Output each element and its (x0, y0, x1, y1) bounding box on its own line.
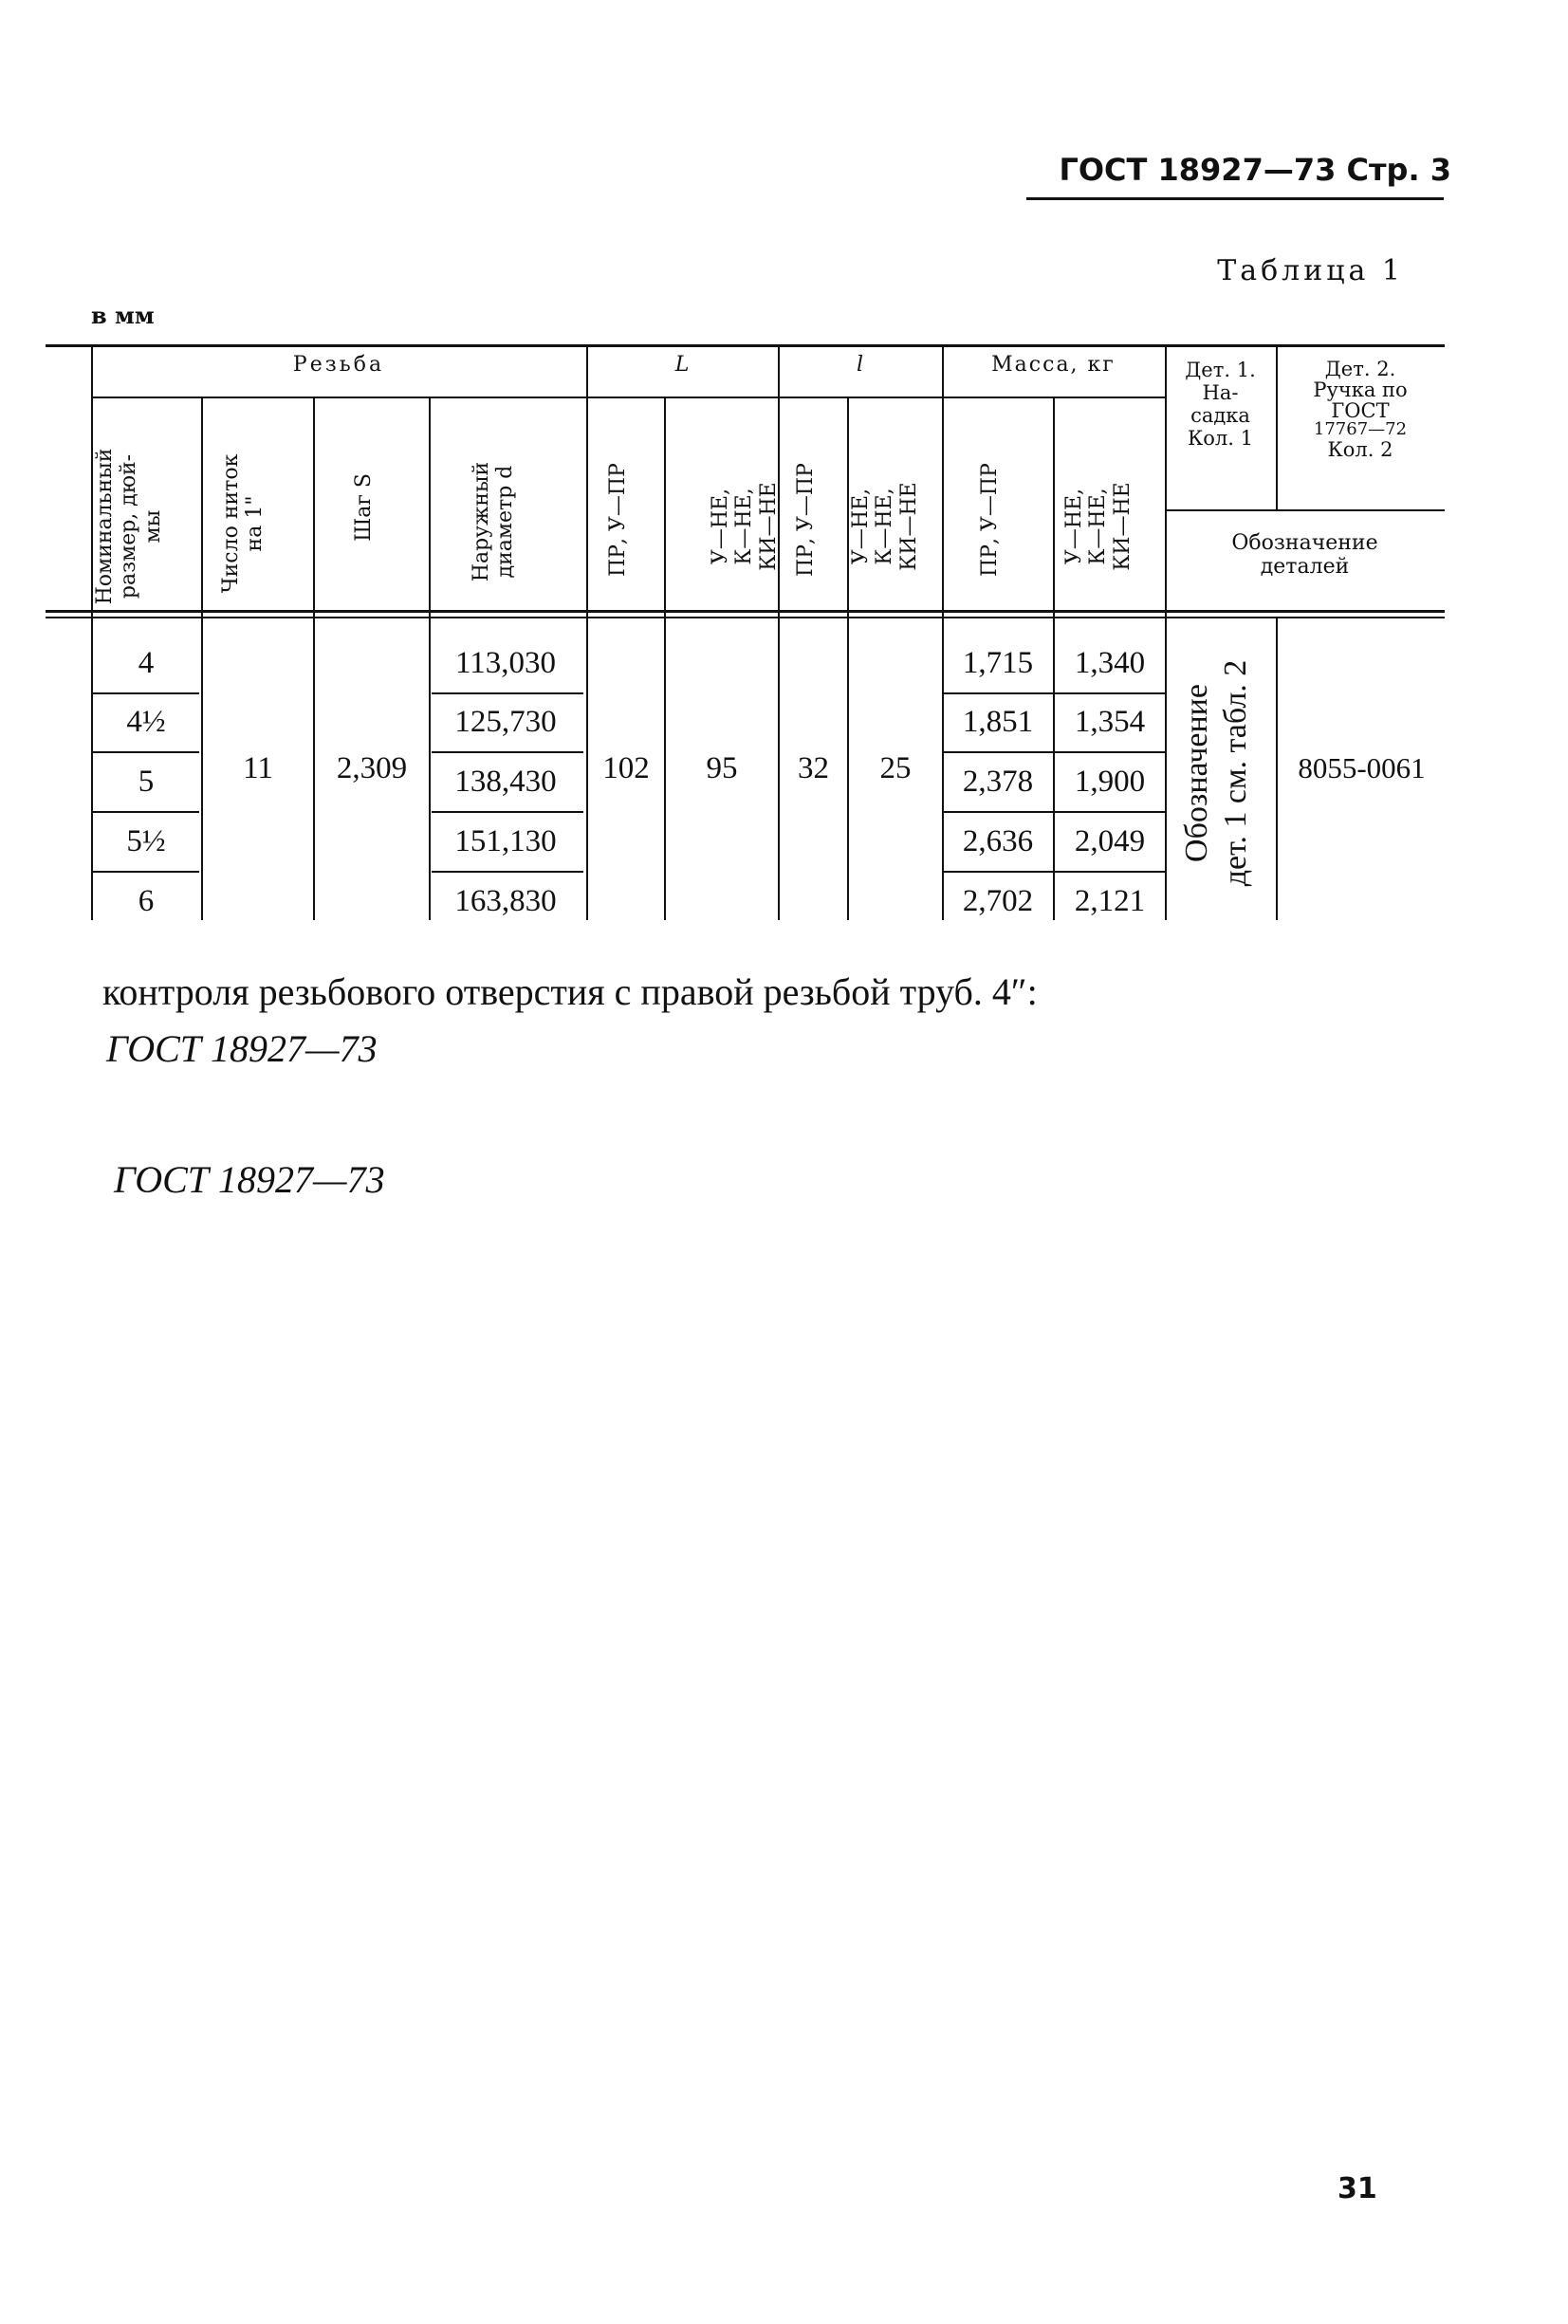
cell-nominal: 4½ (126, 705, 166, 739)
designation-header-line: Обозначение (1231, 531, 1378, 555)
det1-line: Дет. 1. (1185, 359, 1256, 381)
row-sep (432, 692, 583, 694)
cell-l-pr: 32 (798, 751, 829, 785)
unit-note: в мм (91, 302, 155, 329)
group-l: l (856, 353, 864, 377)
det1-designation-line: дет. 1 см. табл. 2 (1217, 659, 1253, 887)
det-header-rule (1165, 509, 1445, 511)
cell-threads: 11 (243, 751, 273, 785)
designation-header (1165, 531, 1445, 580)
det2-line: ГОСТ (1331, 399, 1390, 423)
row-sep (432, 871, 583, 873)
cell-mass-ne: 1,340 (1074, 646, 1146, 680)
row-sep (93, 692, 199, 694)
cell-mass-pr: 2,702 (962, 884, 1034, 918)
col-header-line: Наружный (470, 461, 493, 582)
gost-reference-2: ГОСТ 18927—73 (114, 1158, 385, 1201)
row-sep (93, 871, 199, 873)
col-header-line: КИ—НЕ (1110, 482, 1134, 571)
col-header-mass-pr: ПР, У—ПР (978, 463, 1002, 577)
col-line (1053, 397, 1055, 920)
det2-line: Ручка по (1313, 378, 1408, 402)
table-top-rule (46, 344, 1445, 347)
cell-L-pr: 102 (602, 751, 650, 785)
cell-outer: 125,730 (454, 705, 557, 739)
col-header-l-pr: ПР, У—ПР (794, 463, 818, 577)
cell-outer: 163,830 (454, 884, 557, 918)
row-sep (93, 811, 199, 813)
group-massa: Масса, кг (991, 353, 1116, 377)
col-header-line: У—НЕ, (849, 488, 873, 565)
cell-nominal: 5 (138, 765, 155, 799)
cell-L-ne: 95 (706, 751, 738, 785)
col-line (942, 344, 944, 920)
col-line (1276, 617, 1278, 920)
col-header-line: КИ—НЕ (756, 482, 781, 571)
det2-line: Кол. 2 (1327, 438, 1393, 462)
gost-reference-1: ГОСТ 18927—73 (106, 1027, 378, 1070)
det1-line: садка (1190, 404, 1250, 428)
cell-outer: 151,130 (454, 824, 557, 858)
col-line (778, 344, 780, 920)
page-header: ГОСТ 18927—73 Стр. 3 (1059, 152, 1451, 188)
col-header-outer (470, 432, 545, 612)
cell-det1-designation (1178, 631, 1264, 915)
col-line (429, 397, 431, 920)
col-line (664, 397, 666, 920)
page-number: 31 (1337, 2172, 1377, 2205)
header-rule (1026, 197, 1444, 200)
col-header-line: К—НЕ, (732, 488, 757, 565)
body-text: контроля резьбового отверстия с правой резьбой труб. 4″: (102, 970, 1038, 1013)
cell-det2-designation: 8055-0061 (1298, 751, 1426, 784)
col-header-line: Число ниток (219, 453, 243, 594)
row-sep (432, 751, 583, 753)
cell-outer: 113,030 (454, 646, 557, 680)
det1-line: Кол. 1 (1188, 427, 1253, 451)
cell-mass-pr: 2,378 (962, 765, 1034, 799)
col-header-line: размер, дюй- (117, 453, 141, 599)
designation-header-line: деталей (1260, 555, 1350, 580)
col-header-line: К—НЕ, (873, 488, 897, 565)
cell-mass-pr: 1,851 (962, 705, 1034, 739)
col-line (586, 344, 588, 920)
col-header-line: мы (140, 509, 165, 544)
det2-line: 17767—72 (1313, 419, 1408, 440)
group-L: L (674, 353, 690, 377)
det2-header (1276, 359, 1445, 460)
cell-mass-ne: 1,354 (1074, 705, 1146, 739)
cell-l-ne: 25 (879, 751, 912, 785)
cell-pitch: 2,309 (336, 751, 408, 785)
cell-outer: 138,430 (454, 765, 557, 799)
group-header-rule (91, 397, 1165, 398)
col-header-line: У—НЕ, (1062, 488, 1086, 565)
col-line (313, 397, 315, 920)
col-header-pitch: Шаг S (352, 473, 376, 542)
col-header-line: на 1" (243, 495, 267, 552)
cell-mass-ne: 2,121 (1074, 884, 1146, 918)
col-header-threads (219, 433, 295, 614)
cell-mass-pr: 2,636 (962, 824, 1034, 858)
col-header-mass-ne (1062, 446, 1157, 607)
col-line (201, 397, 203, 920)
col-header-line: К—НЕ, (1086, 488, 1111, 565)
group-rezba: Резьба (292, 353, 385, 377)
col-header-l-ne (849, 446, 944, 607)
col-header-nominal (93, 436, 197, 617)
cell-nominal: 4 (138, 646, 155, 680)
header-bottom-rule-2 (46, 617, 1445, 618)
cell-mass-pr: 1,715 (962, 646, 1034, 680)
det1-designation-line: Обозначение (1179, 684, 1214, 862)
det1-line: На- (1202, 381, 1239, 405)
det1-header (1165, 359, 1276, 451)
row-sep (432, 811, 583, 813)
col-header-line: У—НЕ, (709, 488, 732, 565)
table-caption: Таблица 1 (1217, 254, 1404, 287)
col-header-L-ne (709, 446, 803, 607)
row-sep (93, 751, 199, 753)
cell-nominal: 6 (138, 884, 155, 918)
cell-mass-ne: 2,049 (1074, 824, 1146, 858)
cell-mass-ne: 1,900 (1074, 765, 1146, 799)
cell-nominal: 5½ (126, 824, 166, 858)
col-header-line: КИ—НЕ (896, 482, 921, 571)
det2-line: Дет. 2. (1324, 358, 1396, 380)
col-header-L-pr: ПР, У—ПР (606, 463, 630, 577)
col-header-line: диаметр d (493, 465, 518, 579)
col-header-line: Номинальный (93, 448, 117, 605)
